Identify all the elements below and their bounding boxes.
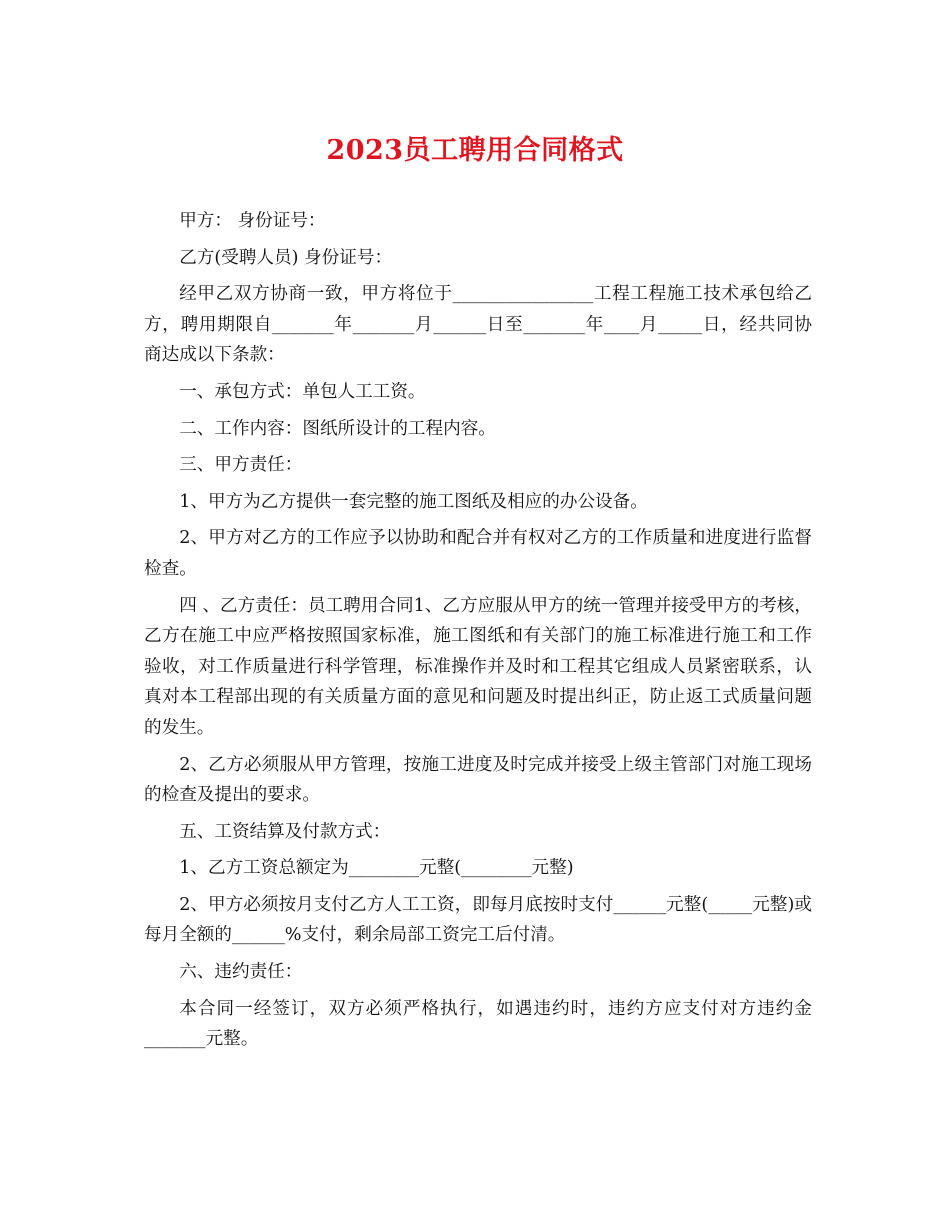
paragraph-party-a: 甲方： 身份证号： bbox=[179, 211, 326, 231]
paragraph-payment-2: 2、甲方必须按月支付乙方人工工资，即每月底按时支付______元整(_____元整)或每月全额的______%支付，剩余局部工资完工后付清。 bbox=[144, 894, 812, 946]
paragraph-payment-1: 1、乙方工资总额定为________元整(________元整) bbox=[179, 858, 574, 879]
paragraph-party-a-duty-2: 2、甲方对乙方的工作应予以协助和配合并有权对乙方的工作质量和进度进行监督检查。 bbox=[144, 528, 812, 579]
paragraph-party-b: 乙方(受聘人员) 身份证号： bbox=[179, 247, 393, 268]
paragraph-party-a-duty-1: 1、甲方为乙方提供一套完整的施工图纸及相应的办公设备。 bbox=[179, 491, 648, 512]
document-title: 2023员工聘用合同格式 bbox=[326, 135, 624, 166]
paragraph-work-content: 二、工作内容：图纸所设计的工程内容。 bbox=[179, 418, 496, 439]
paragraph-party-b-duties: 四 、乙方责任：员工聘用合同1、乙方应服从甲方的统一管理并接受甲方的考核，乙方在施工中应严格按照国家标准，施工图纸和有关部门的施工标准进行施工和工作验收，对工作质量进行科学管理，标准操作并及时和工程其它组成人员紧密联系，认真对本工程部出现的有关质量方面的意见和问题及时提出纠正，防止返工式质量问题的发生。 bbox=[144, 595, 812, 738]
paragraph-payment-heading: 五、工资结算及付款方式： bbox=[179, 821, 391, 842]
document-body bbox=[144, 206, 812, 1061]
paragraph-party-b-duty-2: 2、乙方必须服从甲方管理，按施工进度及时完成并接受上级主管部门对施工现场的检查及提出的要求。 bbox=[144, 754, 812, 806]
paragraph-contract-method: 一、承包方式：单包人工工资。 bbox=[179, 381, 426, 402]
paragraph-breach-detail: 本合同一经签订，双方必须严格执行，如遇违约时，违约方应支付对方违约金_______元整。 bbox=[144, 998, 812, 1050]
paragraph-party-a-duties-heading: 三、甲方责任： bbox=[179, 455, 303, 476]
paragraph-agreement-intro: 经甲乙双方协商一致，甲方将位于________________工程工程施工技术承包给乙方，聘用期限自_______年_______月______日至_______年____月_____日，经共同协商达成以下条款： bbox=[144, 284, 812, 366]
paragraph-breach-heading: 六、违约责任： bbox=[179, 962, 303, 983]
